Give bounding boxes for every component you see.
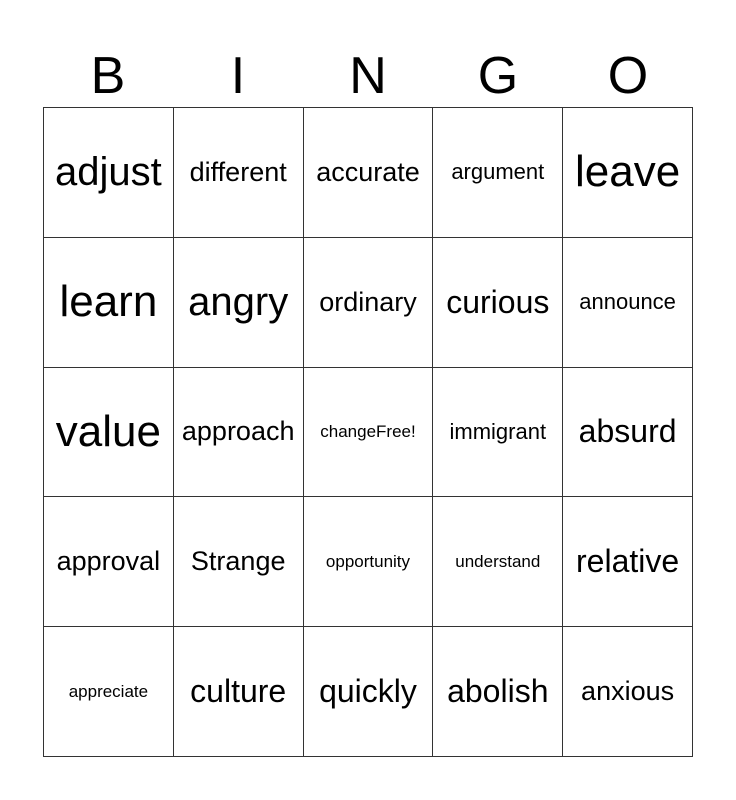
bingo-cell: leave xyxy=(563,108,693,238)
bingo-cell: absurd xyxy=(563,368,693,498)
bingo-cell: angry xyxy=(174,238,304,368)
header-letter-n: N xyxy=(349,47,387,105)
bingo-cell: ordinary xyxy=(304,238,434,368)
bingo-cell: approach xyxy=(174,368,304,498)
bingo-cell: value xyxy=(44,368,174,498)
header-letter-i: I xyxy=(230,47,246,105)
bingo-board xyxy=(43,107,693,757)
bingo-cell: immigrant xyxy=(433,368,563,498)
bingo-cell: opportunity xyxy=(304,497,434,627)
bingo-cell: different xyxy=(174,108,304,238)
header-letter-b: B xyxy=(90,47,126,105)
bingo-cell: learn xyxy=(44,238,174,368)
bingo-cell: approval xyxy=(44,497,174,627)
bingo-cell: anxious xyxy=(563,627,693,757)
bingo-cell: appreciate xyxy=(44,627,174,757)
bingo-cell: understand xyxy=(433,497,563,627)
bingo-cell: announce xyxy=(563,238,693,368)
header-letter-o: O xyxy=(607,47,649,105)
bingo-cell: quickly xyxy=(304,627,434,757)
bingo-cell: accurate xyxy=(304,108,434,238)
bingo-cell: relative xyxy=(563,497,693,627)
bingo-header xyxy=(43,44,693,108)
bingo-cell: culture xyxy=(174,627,304,757)
bingo-cell: adjust xyxy=(44,108,174,238)
bingo-cell: Strange xyxy=(174,497,304,627)
bingo-cell: curious xyxy=(433,238,563,368)
bingo-cell: abolish xyxy=(433,627,563,757)
header-letter-g: G xyxy=(477,47,519,105)
free-space-cell: changeFree! xyxy=(304,368,434,498)
bingo-cell: argument xyxy=(433,108,563,238)
